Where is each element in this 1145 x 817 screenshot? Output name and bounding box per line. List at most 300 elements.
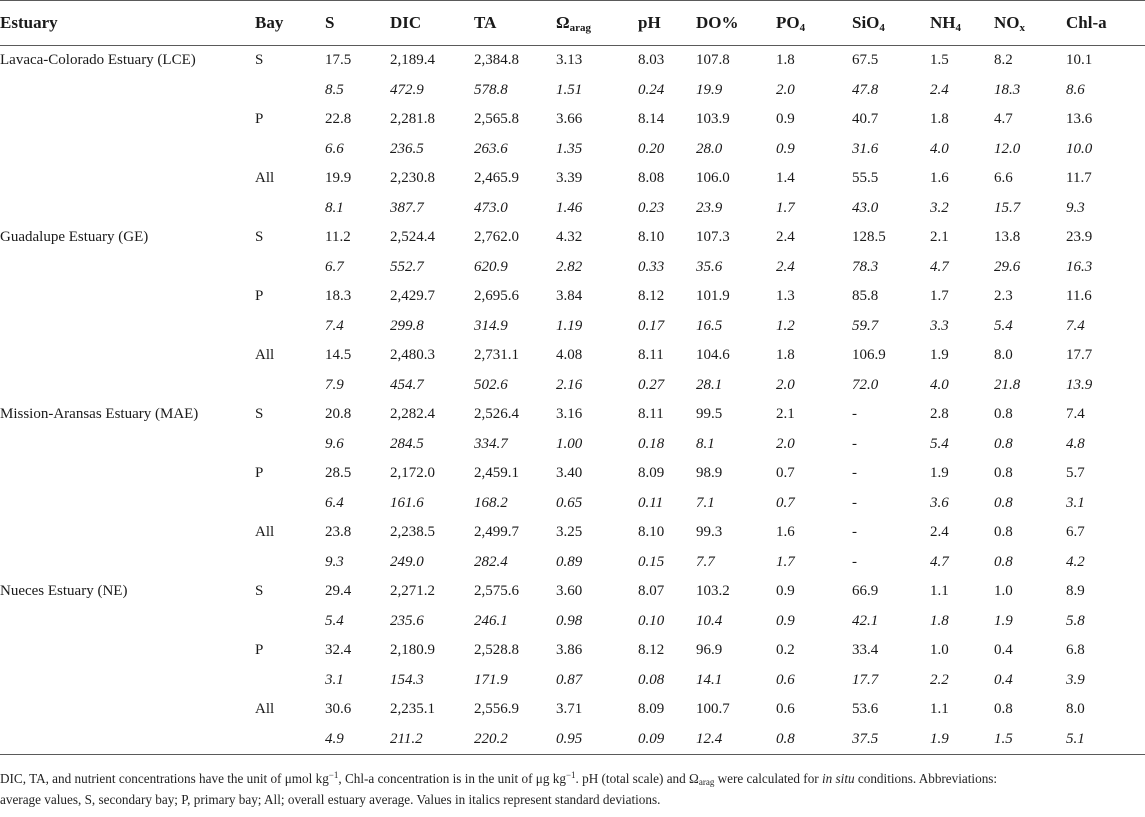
bay-cell: S: [255, 52, 264, 69]
estuary-empty-cell: [0, 282, 255, 312]
mean-po4-cell: 0.7: [776, 465, 795, 482]
mean-sio4-cell: 33.4: [852, 642, 879, 659]
sd-chla-cell: 7.4: [1066, 317, 1085, 334]
mean-nox-cell: 2.3: [994, 288, 1013, 305]
estuary-empty-cell: [0, 518, 255, 548]
sd-po4-cell: 1.7: [776, 199, 795, 216]
sd-s-cell: 3.1: [325, 671, 344, 688]
mean-chla-cell: 7.4: [1066, 406, 1085, 423]
sd-po4-cell: 1.2: [776, 317, 795, 334]
table-row: [0, 164, 1145, 194]
mean-ph-cell: 8.09: [638, 465, 665, 482]
mean-omega-arag-cell: 3.84: [556, 288, 583, 305]
nh4-subscript: 4: [955, 22, 961, 34]
sd-s-cell: 9.6: [325, 435, 344, 452]
mean-s-cell: 11.2: [325, 229, 351, 246]
empty-cell: [0, 76, 255, 106]
sd-ph-cell: 0.10: [638, 612, 665, 629]
col-header-ta: TA: [474, 1, 556, 46]
mean-s-cell: 30.6: [325, 701, 352, 718]
sd-sio4-cell: 17.7: [852, 671, 879, 688]
sd-sio4-cell: -: [852, 553, 857, 570]
mean-nh4-cell: 1.6: [930, 170, 949, 187]
sd-chla-cell: 16.3: [1066, 258, 1093, 275]
sd-ta-cell: 171.9: [474, 671, 508, 688]
empty-cell: [255, 76, 325, 106]
sd-nox-cell: 29.6: [994, 258, 1021, 275]
sd-ta-cell: 282.4: [474, 553, 508, 570]
sd-omega-arag-cell: 2.82: [556, 258, 583, 275]
mean-chla-cell: 17.7: [1066, 347, 1093, 364]
sd-dic-cell: 161.6: [390, 494, 424, 511]
col-header-omega-arag: [556, 1, 638, 46]
sd-sio4-cell: 47.8: [852, 81, 879, 98]
col-header-chla: Chl-a: [1066, 1, 1145, 46]
sd-nox-cell: 1.5: [994, 725, 1066, 755]
mean-chla-cell: 23.9: [1066, 229, 1093, 246]
mean-ta-cell: 2,556.9: [474, 701, 519, 718]
estuary-name-cell: Lavaca-Colorado Estuary (LCE): [0, 52, 196, 69]
sd-ph-cell: 0.24: [638, 81, 665, 98]
table-row: [0, 489, 1145, 519]
sd-nox-cell: 1.9: [994, 612, 1013, 629]
sd-ph-cell: 0.09: [638, 725, 696, 755]
sd-s-cell: 9.3: [325, 553, 344, 570]
sd-omega-arag-cell: 1.46: [556, 199, 583, 216]
sd-nh4-cell: 5.4: [930, 435, 949, 452]
sd-do-cell: 7.7: [696, 553, 715, 570]
note-part-5: conditions. Abbreviations:: [854, 771, 998, 786]
sd-dic-cell: 249.0: [390, 553, 424, 570]
table-row: [0, 725, 1145, 755]
mean-ph-cell: 8.12: [638, 642, 665, 659]
table-body: [0, 46, 1145, 755]
table-row: [0, 46, 1145, 76]
table-row: [0, 577, 1145, 607]
sd-chla-cell: 4.8: [1066, 435, 1085, 452]
sd-po4-cell: 2.0: [776, 435, 795, 452]
sd-ph-cell: 0.15: [638, 553, 665, 570]
mean-nox-cell: 4.7: [994, 111, 1013, 128]
mean-sio4-cell: 66.9: [852, 583, 879, 600]
mean-s-cell: 32.4: [325, 642, 352, 659]
sd-po4-cell: 0.9: [776, 140, 795, 157]
sd-sio4-cell: 31.6: [852, 140, 879, 157]
sd-nox-cell: 12.0: [994, 140, 1021, 157]
empty-cell: [255, 607, 325, 637]
bay-cell: S: [255, 583, 264, 600]
sd-nh4-cell: 4.7: [930, 258, 949, 275]
mean-sio4-cell: 55.5: [852, 170, 879, 187]
bay-cell: S: [255, 229, 264, 246]
mean-omega-arag-cell: 3.25: [556, 524, 583, 541]
mean-nh4-cell: 1.9: [930, 465, 949, 482]
sd-dic-cell: 387.7: [390, 199, 424, 216]
sd-ta-cell: 502.6: [474, 376, 508, 393]
note-line-2: average values, S, secondary bay; P, primary bay; All; overall estuary average. Values in italics represent standard deviations.: [0, 792, 661, 807]
mean-nox-cell: 8.0: [994, 347, 1013, 364]
sd-do-cell: 28.1: [696, 376, 723, 393]
table-row: [0, 105, 1145, 135]
mean-dic-cell: 2,180.9: [390, 642, 435, 659]
mean-dic-cell: 2,282.4: [390, 406, 435, 423]
mean-dic-cell: 2,230.8: [390, 170, 435, 187]
mean-chla-cell: 8.0: [1066, 701, 1085, 718]
empty-cell: [0, 430, 255, 460]
mean-dic-cell: 2,281.8: [390, 111, 435, 128]
mean-do-cell: 106.0: [696, 170, 730, 187]
mean-nh4-cell: 2.4: [930, 524, 949, 541]
table-row: [0, 194, 1145, 224]
mean-po4-cell: 1.8: [776, 347, 795, 364]
sd-omega-arag-cell: 0.87: [556, 671, 583, 688]
omega-subscript: arag: [569, 22, 592, 34]
sd-nh4-cell: 4.0: [930, 140, 949, 157]
mean-nox-cell: 0.8: [994, 524, 1013, 541]
empty-cell: [255, 430, 325, 460]
mean-nh4-cell: 1.5: [930, 52, 949, 69]
table-row: [0, 312, 1145, 342]
sd-do-cell: 19.9: [696, 81, 723, 98]
empty-cell: [255, 312, 325, 342]
empty-cell: [255, 135, 325, 165]
sd-do-cell: 28.0: [696, 140, 723, 157]
mean-omega-arag-cell: 4.32: [556, 229, 583, 246]
sd-chla-cell: 5.1: [1066, 725, 1145, 755]
sd-ta-cell: 168.2: [474, 494, 508, 511]
mean-ta-cell: 2,465.9: [474, 170, 519, 187]
mean-ph-cell: 8.07: [638, 583, 665, 600]
sd-dic-cell: 454.7: [390, 376, 424, 393]
omega-symbol: Ω: [556, 13, 570, 32]
sd-nox-cell: 5.4: [994, 317, 1013, 334]
sd-omega-arag-cell: 0.98: [556, 612, 583, 629]
mean-omega-arag-cell: 3.71: [556, 701, 583, 718]
table-row: [0, 695, 1145, 725]
sd-nh4-cell: 3.6: [930, 494, 949, 511]
empty-cell: [0, 548, 255, 578]
table-row: [0, 135, 1145, 165]
sd-s-cell: 7.9: [325, 376, 344, 393]
mean-dic-cell: 2,238.5: [390, 524, 435, 541]
sd-s-cell: 4.9: [325, 725, 390, 755]
sd-sio4-cell: 59.7: [852, 317, 879, 334]
mean-do-cell: 101.9: [696, 288, 730, 305]
sd-ph-cell: 0.33: [638, 258, 665, 275]
sd-chla-cell: 3.1: [1066, 494, 1085, 511]
mean-do-cell: 103.2: [696, 583, 730, 600]
sd-po4-cell: 1.7: [776, 553, 795, 570]
sd-ta-cell: 578.8: [474, 81, 508, 98]
po4-subscript: 4: [799, 22, 806, 34]
mean-chla-cell: 6.7: [1066, 524, 1085, 541]
mean-s-cell: 18.3: [325, 288, 352, 305]
empty-cell: [0, 194, 255, 224]
estuary-empty-cell: [0, 459, 255, 489]
sd-ta-cell: 263.6: [474, 140, 508, 157]
empty-cell: [255, 548, 325, 578]
sd-ta-cell: 620.9: [474, 258, 508, 275]
sd-nox-cell: 21.8: [994, 376, 1021, 393]
mean-po4-cell: 1.6: [776, 524, 795, 541]
mean-nh4-cell: 1.1: [930, 701, 949, 718]
sd-nox-cell: 0.8: [994, 435, 1013, 452]
bay-cell: P: [255, 642, 264, 659]
empty-cell: [255, 194, 325, 224]
sd-nh4-cell: 3.2: [930, 199, 949, 216]
mean-dic-cell: 2,271.2: [390, 583, 435, 600]
mean-ph-cell: 8.08: [638, 170, 665, 187]
mean-omega-arag-cell: 3.40: [556, 465, 583, 482]
mean-sio4-cell: -: [852, 406, 857, 423]
sd-nox-cell: 0.4: [994, 671, 1013, 688]
sd-sio4-cell: -: [852, 494, 857, 511]
table-row: [0, 430, 1145, 460]
table-row: [0, 223, 1145, 253]
mean-sio4-cell: 85.8: [852, 288, 879, 305]
note-part-2: , Chl-a concentration is in the unit of μg kg: [338, 771, 566, 786]
sd-nh4-cell: 2.4: [930, 81, 949, 98]
sd-nh4-cell: 3.3: [930, 317, 949, 334]
note-sup-2: −1: [565, 770, 576, 780]
mean-sio4-cell: 53.6: [852, 701, 879, 718]
sd-s-cell: 8.5: [325, 81, 344, 98]
sd-dic-cell: 299.8: [390, 317, 424, 334]
mean-do-cell: 98.9: [696, 465, 723, 482]
sd-po4-cell: 0.7: [776, 494, 795, 511]
note-in-situ: in situ: [821, 771, 855, 786]
sd-nox-cell: 0.8: [994, 494, 1013, 511]
sd-nox-cell: 18.3: [994, 81, 1021, 98]
sd-do-cell: 10.4: [696, 612, 723, 629]
sd-sio4-cell: 72.0: [852, 376, 879, 393]
sd-po4-cell: 2.0: [776, 376, 795, 393]
mean-nh4-cell: 1.8: [930, 111, 949, 128]
mean-chla-cell: 10.1: [1066, 52, 1093, 69]
mean-nh4-cell: 2.1: [930, 229, 949, 246]
mean-omega-arag-cell: 3.13: [556, 52, 583, 69]
note-part-1: DIC, TA, and nutrient concentrations have the unit of μmol kg: [0, 771, 329, 786]
sd-po4-cell: 2.4: [776, 258, 795, 275]
sd-omega-arag-cell: 1.51: [556, 81, 583, 98]
mean-nox-cell: 0.8: [994, 701, 1013, 718]
estuary-empty-cell: [0, 695, 255, 725]
sd-ph-cell: 0.08: [638, 671, 665, 688]
sd-nh4-cell: 1.9: [930, 725, 994, 755]
sd-po4-cell: 0.8: [776, 725, 852, 755]
mean-dic-cell: 2,480.3: [390, 347, 435, 364]
sd-po4-cell: 0.6: [776, 671, 795, 688]
empty-cell: [255, 253, 325, 283]
sd-sio4-cell: -: [852, 435, 857, 452]
sd-do-cell: 16.5: [696, 317, 723, 334]
sd-do-cell: 35.6: [696, 258, 723, 275]
sd-do-cell: 7.1: [696, 494, 715, 511]
mean-ta-cell: 2,565.8: [474, 111, 519, 128]
mean-ph-cell: 8.10: [638, 524, 665, 541]
sd-chla-cell: 9.3: [1066, 199, 1085, 216]
table-row: [0, 548, 1145, 578]
sio4-subscript: 4: [879, 22, 885, 34]
mean-do-cell: 107.8: [696, 52, 730, 69]
sd-do-cell: 23.9: [696, 199, 723, 216]
bay-cell: S: [255, 406, 264, 423]
mean-omega-arag-cell: 3.39: [556, 170, 583, 187]
sd-chla-cell: 5.8: [1066, 612, 1085, 629]
sd-nox-cell: 15.7: [994, 199, 1021, 216]
mean-omega-arag-cell: 3.60: [556, 583, 583, 600]
bay-cell: P: [255, 465, 264, 482]
table-row: [0, 371, 1145, 401]
mean-s-cell: 20.8: [325, 406, 352, 423]
mean-sio4-cell: -: [852, 465, 857, 482]
mean-s-cell: 23.8: [325, 524, 352, 541]
table-row: [0, 636, 1145, 666]
table-row: [0, 518, 1145, 548]
mean-po4-cell: 0.6: [776, 701, 795, 718]
mean-chla-cell: 8.9: [1066, 583, 1085, 600]
mean-ta-cell: 2,575.6: [474, 583, 519, 600]
mean-po4-cell: 1.3: [776, 288, 795, 305]
sd-dic-cell: 211.2: [390, 725, 474, 755]
mean-ta-cell: 2,695.6: [474, 288, 519, 305]
mean-po4-cell: 0.9: [776, 111, 795, 128]
bay-cell: P: [255, 288, 264, 305]
empty-cell: [0, 253, 255, 283]
mean-ph-cell: 8.03: [638, 52, 665, 69]
mean-nox-cell: 1.0: [994, 583, 1013, 600]
sd-omega-arag-cell: 1.00: [556, 435, 583, 452]
mean-ta-cell: 2,499.7: [474, 524, 519, 541]
mean-po4-cell: 1.4: [776, 170, 795, 187]
po4-base: PO: [776, 13, 800, 32]
mean-s-cell: 19.9: [325, 170, 352, 187]
mean-ta-cell: 2,528.8: [474, 642, 519, 659]
estuary-empty-cell: [0, 105, 255, 135]
col-header-do: DO%: [696, 1, 776, 46]
sd-s-cell: 8.1: [325, 199, 344, 216]
table-row: [0, 666, 1145, 696]
mean-nh4-cell: 2.8: [930, 406, 949, 423]
bay-cell: All: [255, 170, 275, 187]
sd-omega-arag-cell: 0.65: [556, 494, 583, 511]
mean-dic-cell: 2,429.7: [390, 288, 435, 305]
table-row: [0, 76, 1145, 106]
empty-cell: [0, 135, 255, 165]
col-header-po4: [776, 1, 852, 46]
sd-ph-cell: 0.17: [638, 317, 665, 334]
sd-s-cell: 6.6: [325, 140, 344, 157]
mean-omega-arag-cell: 3.66: [556, 111, 583, 128]
sd-ta-cell: 314.9: [474, 317, 508, 334]
mean-sio4-cell: 106.9: [852, 347, 886, 364]
note-part-3: . pH (total scale) and Ω: [575, 771, 699, 786]
mean-omega-arag-cell: 3.16: [556, 406, 583, 423]
sd-omega-arag-cell: 1.35: [556, 140, 583, 157]
sd-s-cell: 7.4: [325, 317, 344, 334]
sd-dic-cell: 552.7: [390, 258, 424, 275]
col-header-bay: Bay: [255, 1, 325, 46]
table-footnote: [0, 768, 1145, 810]
mean-sio4-cell: 40.7: [852, 111, 879, 128]
empty-cell: [255, 489, 325, 519]
bay-cell: All: [255, 524, 275, 541]
empty-cell: [255, 725, 325, 755]
mean-po4-cell: 0.9: [776, 583, 795, 600]
estuary-empty-cell: [0, 636, 255, 666]
mean-do-cell: 100.7: [696, 701, 730, 718]
sd-po4-cell: 2.0: [776, 81, 795, 98]
empty-cell: [0, 489, 255, 519]
mean-do-cell: 103.9: [696, 111, 730, 128]
sd-po4-cell: 0.9: [776, 612, 795, 629]
sd-chla-cell: 10.0: [1066, 140, 1093, 157]
sd-omega-arag-cell: 0.89: [556, 553, 583, 570]
mean-s-cell: 17.5: [325, 52, 352, 69]
mean-sio4-cell: 128.5: [852, 229, 886, 246]
mean-chla-cell: 11.6: [1066, 288, 1092, 305]
table-row: [0, 607, 1145, 637]
sd-sio4-cell: 42.1: [852, 612, 879, 629]
sd-ph-cell: 0.23: [638, 199, 665, 216]
mean-ph-cell: 8.12: [638, 288, 665, 305]
empty-cell: [0, 607, 255, 637]
col-header-nh4: [930, 1, 994, 46]
table-row: [0, 459, 1145, 489]
bay-cell: P: [255, 111, 264, 128]
sd-nh4-cell: 2.2: [930, 671, 949, 688]
sd-do-cell: 12.4: [696, 725, 776, 755]
empty-cell: [255, 666, 325, 696]
mean-nox-cell: 13.8: [994, 229, 1021, 246]
mean-ta-cell: 2,384.8: [474, 52, 519, 69]
mean-s-cell: 29.4: [325, 583, 352, 600]
table-row: [0, 341, 1145, 371]
col-header-estuary: Estuary: [0, 1, 255, 46]
note-sup-1: −1: [328, 770, 339, 780]
sd-omega-arag-cell: 0.95: [556, 725, 638, 755]
mean-po4-cell: 0.2: [776, 642, 795, 659]
sd-chla-cell: 13.9: [1066, 376, 1093, 393]
mean-s-cell: 22.8: [325, 111, 352, 128]
table-row: [0, 282, 1145, 312]
col-header-dic: DIC: [390, 1, 474, 46]
empty-cell: [0, 371, 255, 401]
mean-nh4-cell: 1.9: [930, 347, 949, 364]
mean-chla-cell: 13.6: [1066, 111, 1093, 128]
mean-do-cell: 99.5: [696, 406, 723, 423]
sd-do-cell: 8.1: [696, 435, 715, 452]
mean-nox-cell: 0.4: [994, 642, 1013, 659]
sd-dic-cell: 235.6: [390, 612, 424, 629]
mean-nox-cell: 6.6: [994, 170, 1013, 187]
estuary-name-cell: Nueces Estuary (NE): [0, 583, 128, 600]
sd-dic-cell: 284.5: [390, 435, 424, 452]
sd-nh4-cell: 1.8: [930, 612, 949, 629]
mean-nox-cell: 0.8: [994, 406, 1013, 423]
sd-sio4-cell: 37.5: [852, 725, 930, 755]
sd-omega-arag-cell: 2.16: [556, 376, 583, 393]
sd-ph-cell: 0.20: [638, 140, 665, 157]
estuary-name-cell: Mission-Aransas Estuary (MAE): [0, 406, 199, 423]
note-sub-arag: arag: [698, 777, 715, 787]
sd-ph-cell: 0.18: [638, 435, 665, 452]
note-part-4: were calculated for: [714, 771, 822, 786]
col-header-salinity: S: [325, 1, 390, 46]
sd-ph-cell: 0.11: [638, 494, 664, 511]
mean-ta-cell: 2,459.1: [474, 465, 519, 482]
sd-s-cell: 6.4: [325, 494, 344, 511]
